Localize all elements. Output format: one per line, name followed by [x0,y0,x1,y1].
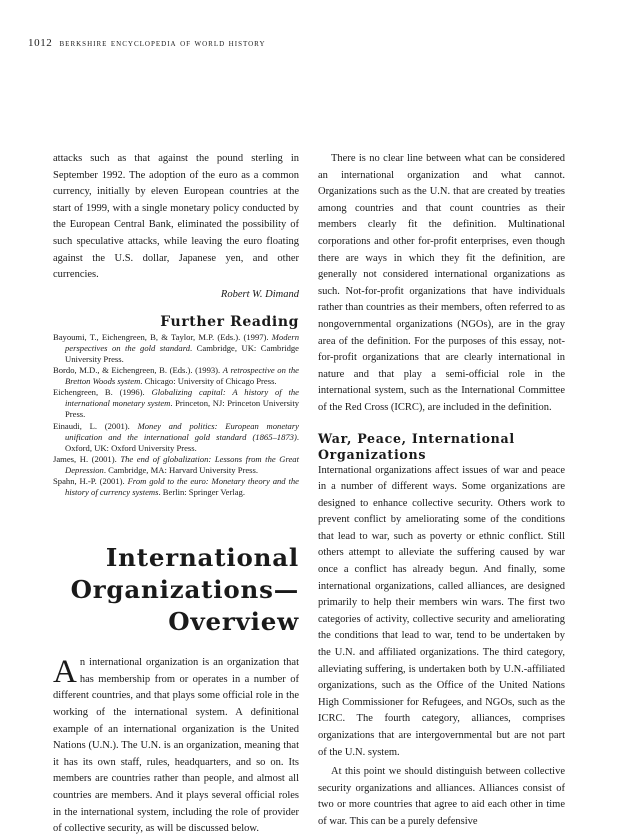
article-title-line: Organizations— [70,575,299,605]
left-column [53,151,299,838]
reference-item: Bordo, M.D., & Eichengreen, B. (Eds.). (1993). A retrospective on the Bretton Woods system. Chicago: University of Chicago Press. [53,365,300,387]
book-title: berkshire encyclopedia of world history [59,38,266,49]
body-paragraph: International organizations affect issues of war and peace in a number of different ways. Some organizations are designed to enhance collective security. Others work to prevent conflict by ameliorating some of the conditions that lead to war, such as poverty or ethnic conflict. Still others attempt to alleviate the suffering caused by war once a conflict has already begun. And finally, some international organizations, called alliances, are designed primarily to help their members win wars. The first two categories of activity, collective security and ameliorating the conditions that lead to war, tend to be undertaken by the U.N. and affiliated organizations. The third category, alleviating suffering, is undertaken both by U.N.-affiliated organizations, such as the Office of the United Nations High Commissioner for Refugees, and NGOs, such as the ICRC. The fourth category, alliances, comprises organizations that are intergovernmental but are not part of the U.N. system. [318,464,565,758]
continuation-paragraph: attacks such as that against the pound sterling in September 1992. The adoption of the euro as a common currency, initially by eleven European countries at the start of 1999, with a single monetary policy conducted by the European Central Bank, eliminated the possibility of such speculative attacks, while leaving the euro floating against the U.S. dollar, Japanese yen, and other currencies. [53,153,299,281]
reference-list [53,332,299,498]
reference-item: Bayoumi, T., Eichengreen, B, & Taylor, M.P. (Eds.). (1997). Modern perspectives on the gold standard. Cambridge, UK: Cambridge University Press. [53,331,299,364]
body-paragraph: At this point we should distinguish between collective security organizations and alliances. Alliances consist of two or more countries that agree to aid each other in time of war. This can be a purely defensive [318,766,565,827]
running-head [28,37,266,49]
reference-item: James, H. (2001). The end of globalization: Lessons from the Great Depression. Cambridge, MA: Harvard University Press. [53,453,299,475]
right-column [318,151,565,831]
intro-paragraph: An international organization is an organization that has membership from or operates in a number of different countries, and that plays some official role in the working of the international system. A definitional example of an international organization is the United Nations (U.N.). The U.N. is an organization, meaning that it has its own staff, rules, headquarters, and so on. Its members are countries rather than people, and almost all countries are members. And it plays several official roles in the international system, including the role of provider of collective security, as will be discussed below. [53,654,299,835]
reference-item: Eichengreen, B. (1996). Globalizing capital: A history of the international monetary system. Princeton, NJ: Princeton University Press. [53,387,300,420]
article-title [53,542,299,638]
reference-item: Spahn, H.-P. (2001). From gold to the euro: Monetary theory and the history of currency systems. Berlin: Springer Verlag. [53,475,299,498]
body-paragraph: There is no clear line between what can be considered an international organization and what cannot. Organizations such as the U.N. that are created by treaties among countries and that count countries as their members clearly fit the definition. Multinational corporations and other for-profit enterprises, even though there are ways in which they fit the definition, are generally not considered international organizations as such. Not-for-profit organizations that have individuals rather than countries as their members, often referred to as nongovernmental organizations (NGOs), are in the gray area of the definition. For the purposes of this essay, not-for-profit organizations that are clearly international in nature and that play a semi-official role in the international system, such as the International Committee of the Red Cross (ICRC), are included in the definition. [318,153,565,413]
article-title-line: International [105,543,299,573]
author-byline: Robert W. Dimand [220,288,299,300]
reference-item: Einaudi, L. (2001). Money and politics: European monetary unification and the international gold standard (1865–1873). Oxford, UK: Oxford University Press. [53,420,299,453]
page-number: 1012 [28,37,53,49]
drop-cap: A [53,654,77,691]
section-heading: War, Peace, International Organizations [318,430,515,462]
article-title-line: Overview [168,607,299,637]
further-reading-heading: Further Reading [160,313,299,330]
